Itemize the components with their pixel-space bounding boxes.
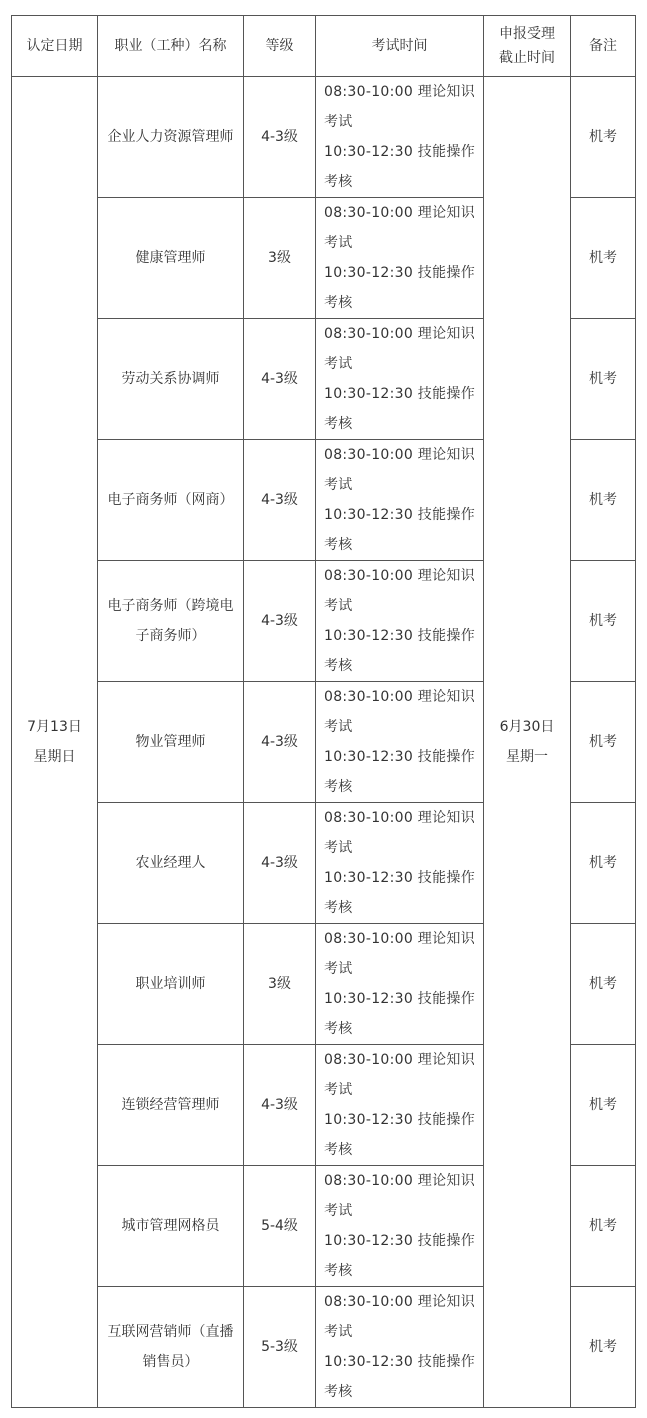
note-cell: 机考 [571, 803, 636, 924]
occupation-name: 农业经理人 [98, 803, 244, 924]
skill-exam-time: 10:30-12:30 技能操作考核 [324, 507, 475, 553]
header-exam-time: 考试时间 [316, 16, 484, 77]
header-deadline: 申报受理截止时间 [484, 16, 571, 77]
assessment-date: 7月13日 [27, 719, 82, 735]
level-cell: 3级 [244, 924, 316, 1045]
skill-exam-time: 10:30-12:30 技能操作考核 [324, 1112, 475, 1158]
note-cell: 机考 [571, 561, 636, 682]
exam-time-cell [316, 803, 484, 924]
exam-time-cell [316, 682, 484, 803]
note-cell: 机考 [571, 440, 636, 561]
level-cell: 5-4级 [244, 1166, 316, 1287]
level-cell: 5-3级 [244, 1287, 316, 1408]
level-cell: 4-3级 [244, 319, 316, 440]
header-row [12, 16, 636, 77]
theory-exam-time: 08:30-10:00 理论知识考试 [324, 84, 475, 130]
note-cell: 机考 [571, 1166, 636, 1287]
theory-exam-time: 08:30-10:00 理论知识考试 [324, 1294, 475, 1340]
occupation-name: 城市管理网格员 [98, 1166, 244, 1287]
occupation-name: 劳动关系协调师 [98, 319, 244, 440]
skill-exam-time: 10:30-12:30 技能操作考核 [324, 1233, 475, 1279]
exam-time-cell [316, 924, 484, 1045]
exam-time-cell [316, 1287, 484, 1408]
occupation-name: 互联网营销师（直播销售员） [98, 1287, 244, 1408]
header-level: 等级 [244, 16, 316, 77]
deadline-cell [484, 77, 571, 1408]
skill-exam-time: 10:30-12:30 技能操作考核 [324, 265, 475, 311]
header-date: 认定日期 [12, 16, 98, 77]
exam-time-cell [316, 1166, 484, 1287]
note-cell: 机考 [571, 1287, 636, 1408]
deadline-date: 6月30日 [499, 719, 555, 735]
theory-exam-time: 08:30-10:00 理论知识考试 [324, 810, 475, 856]
header-occupation: 职业（工种）名称 [98, 16, 244, 77]
theory-exam-time: 08:30-10:00 理论知识考试 [324, 326, 475, 372]
header-note: 备注 [571, 16, 636, 77]
level-cell: 3级 [244, 198, 316, 319]
theory-exam-time: 08:30-10:00 理论知识考试 [324, 447, 475, 493]
skill-exam-time: 10:30-12:30 技能操作考核 [324, 870, 475, 916]
theory-exam-time: 08:30-10:00 理论知识考试 [324, 689, 475, 735]
theory-exam-time: 08:30-10:00 理论知识考试 [324, 1052, 475, 1098]
skill-exam-time: 10:30-12:30 技能操作考核 [324, 1354, 475, 1400]
level-cell: 4-3级 [244, 803, 316, 924]
note-cell: 机考 [571, 1045, 636, 1166]
occupation-name: 企业人力资源管理师 [98, 77, 244, 198]
exam-schedule-table [11, 15, 636, 1408]
skill-exam-time: 10:30-12:30 技能操作考核 [324, 749, 475, 795]
exam-time-cell [316, 440, 484, 561]
deadline-weekday: 星期一 [506, 749, 548, 765]
exam-time-cell [316, 77, 484, 198]
occupation-name: 电子商务师（网商） [98, 440, 244, 561]
level-cell: 4-3级 [244, 440, 316, 561]
level-cell: 4-3级 [244, 1045, 316, 1166]
theory-exam-time: 08:30-10:00 理论知识考试 [324, 931, 475, 977]
theory-exam-time: 08:30-10:00 理论知识考试 [324, 1173, 475, 1219]
assessment-date-cell [12, 77, 98, 1408]
skill-exam-time: 10:30-12:30 技能操作考核 [324, 628, 475, 674]
skill-exam-time: 10:30-12:30 技能操作考核 [324, 991, 475, 1037]
occupation-name: 健康管理师 [98, 198, 244, 319]
theory-exam-time: 08:30-10:00 理论知识考试 [324, 205, 475, 251]
note-cell: 机考 [571, 682, 636, 803]
note-cell: 机考 [571, 77, 636, 198]
level-cell: 4-3级 [244, 77, 316, 198]
table-row [12, 77, 636, 198]
level-cell: 4-3级 [244, 561, 316, 682]
skill-exam-time: 10:30-12:30 技能操作考核 [324, 386, 475, 432]
level-cell: 4-3级 [244, 682, 316, 803]
exam-time-cell [316, 319, 484, 440]
exam-time-cell [316, 198, 484, 319]
skill-exam-time: 10:30-12:30 技能操作考核 [324, 144, 475, 190]
note-cell: 机考 [571, 924, 636, 1045]
theory-exam-time: 08:30-10:00 理论知识考试 [324, 568, 475, 614]
exam-time-cell [316, 561, 484, 682]
assessment-weekday: 星期日 [33, 749, 76, 765]
exam-time-cell [316, 1045, 484, 1166]
note-cell: 机考 [571, 319, 636, 440]
occupation-name: 连锁经营管理师 [98, 1045, 244, 1166]
occupation-name: 职业培训师 [98, 924, 244, 1045]
occupation-name: 电子商务师（跨境电子商务师） [98, 561, 244, 682]
occupation-name: 物业管理师 [98, 682, 244, 803]
note-cell: 机考 [571, 198, 636, 319]
